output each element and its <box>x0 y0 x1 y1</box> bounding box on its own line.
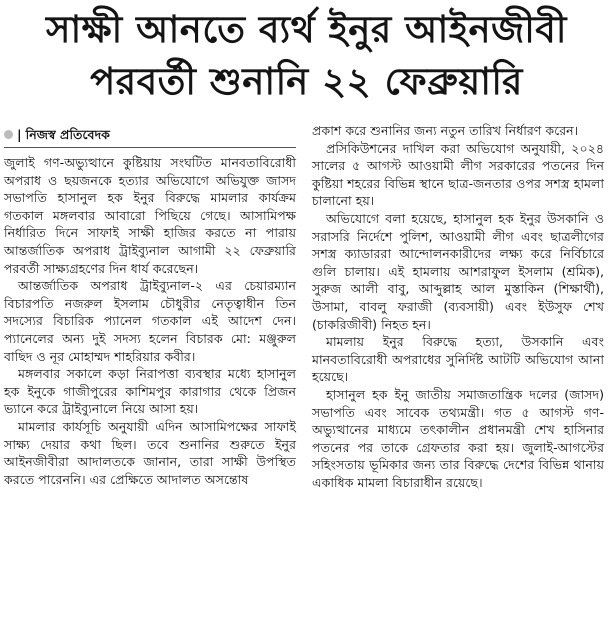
byline-text: নিজস্ব প্রতিবেদক <box>25 127 110 142</box>
divider-bar: | <box>17 127 22 142</box>
paragraph: হাসানুল হক ইনু জাতীয় সমাজতান্ত্রিক দলের (জাসদ) সভাপতি এবং সাবেক তথ্যমন্ত্রী। গত ৫ আগস্ট গণ-অভ্যুত্থানের মাধ্যমে তৎকালীন প্রধানমন্ত্রী শেখ হাসিনার পতনের পর তাকে গ্রেফতার করা হয়। জুলাই-আগস্টের সহিংসতায় ভূমিকার জন্য তার বিরুদ্ধে দেশের বিভিন্ন থানায় একাধিক মামলা বিচারাধীন রয়েছে। <box>312 386 604 490</box>
paragraph: প্রকাশ করে শুনানির জন্য নতুন তারিখ নির্ধারণ করেন। <box>312 123 579 138</box>
paragraph: মঙ্গলবার সকালে কড়া নিরাপত্তা ব্যবস্থার মধ্যে হাসানুল হক ইনুকে গাজীপুরের কাশিমপুর কারাগার থেকে প্রিজন ভ্যানে করে ট্রাইব্যুনালে নিয়ে আসা হয়। <box>4 366 296 417</box>
byline <box>4 126 296 148</box>
bullet-icon <box>4 130 13 139</box>
paragraph: মামলার কার্যসূচি অনুযায়ী এদিন আসামিপক্ষের সাফাই সাক্ষ্য দেয়ার কথা ছিল। তবে শুনানির শুরুতে ইনুর আইনজীবীরা আদালতকে জানান, তারা সাক্ষী উপস্থিত করতে পারেননি। এর প্রেক্ষিতে আদালত অসন্তোষ <box>4 418 296 487</box>
paragraph: প্রসিকিউশনের দাখিল করা অভিযোগ অনুযায়ী, ২০২৪ সালের ৫ আগস্ট আওয়ামী লীগ সরকারের পতনের দিন কুষ্টিয়া শহরের বিভিন্ন স্থানে ছাত্র-জনতার ওপর সশস্ত্র হামলা চালানো হয়। <box>312 140 604 209</box>
paragraph: মামলায় ইনুর বিরুদ্ধে হত্যা, উসকানি এবং মানবতাবিরোধী অপরাধের সুনির্দিষ্ট আটটি অভিযোগ আনা হয়েছে। <box>312 334 604 385</box>
paragraph: অভিযোগে বলা হয়েছে, হাসানুল হক ইনুর উসকানি ও সরাসরি নির্দেশে পুলিশ, আওয়ামী লীগ এবং ছাত্রলীগের সশস্ত্র ক্যাডাররা আন্দোলনকারীদের লক্ষ্য করে নির্বিচারে গুলি চালায়। এই হামলায় আশরাফুল ইসলাম (শ্রমিক), সুরুজ আলী বাবু, আব্দুল্লাহ আল মুস্তাকিন (শিক্ষার্থী), উসামা, বাবলু ফরাজী (ব্যবসায়ী) এবং ইউসুফ শেখ (চাকরিজীবী) নিহত হন। <box>312 210 604 332</box>
paragraph: আন্তর্জাতিক অপরাধ ট্রাইব্যুনাল-২ এর চেয়ারম্যান বিচারপতি নজরুল ইসলাম চৌধুরীর নেতৃত্বাধীন তিন সদস্যের বিচারিক প্যানেল গতকাল এই আদেশ দেন। প্যানেলের অন্য দুই সদস্য হলেন বিচারক মো: মঞ্জুরুল বাছিদ ও নূর মোহাম্মদ শাহরিয়ার কবীর। <box>4 278 296 364</box>
headline <box>0 4 613 108</box>
paragraph: জুলাই গণ-অভ্যুত্থানে কুষ্টিয়ায় সংঘটিত মানবতাবিরোধী অপরাধ ও ছয়জনকে হত্যার অভিযোগে অভিযুক্ত জাসদ সভাপতি হাসানুল হক ইনুর বিরুদ্ধে মামলার কার্যক্রম গতকাল মঙ্গলবার আবারো পিছিয়ে গেছে। আসামিপক্ষ নির্ধারিত দিনে সাফাই সাক্ষী হাজির করতে না পারায় আন্তর্জাতিক অপরাধ ট্রাইব্যুনাল আগামী ২২ ফেব্রুয়ারি পরবর্তী সাক্ষ্যগ্রহণের দিন ধার্য করেছেন। <box>4 155 296 276</box>
left-column <box>4 126 296 488</box>
headline-line-2: পরবর্তী শুনানি ২২ ফেব্রুয়ারি <box>90 60 523 103</box>
right-column <box>312 122 604 491</box>
headline-line-1: সাক্ষী আনতে ব্যর্থ ইনুর আইনজীবী <box>46 8 567 51</box>
